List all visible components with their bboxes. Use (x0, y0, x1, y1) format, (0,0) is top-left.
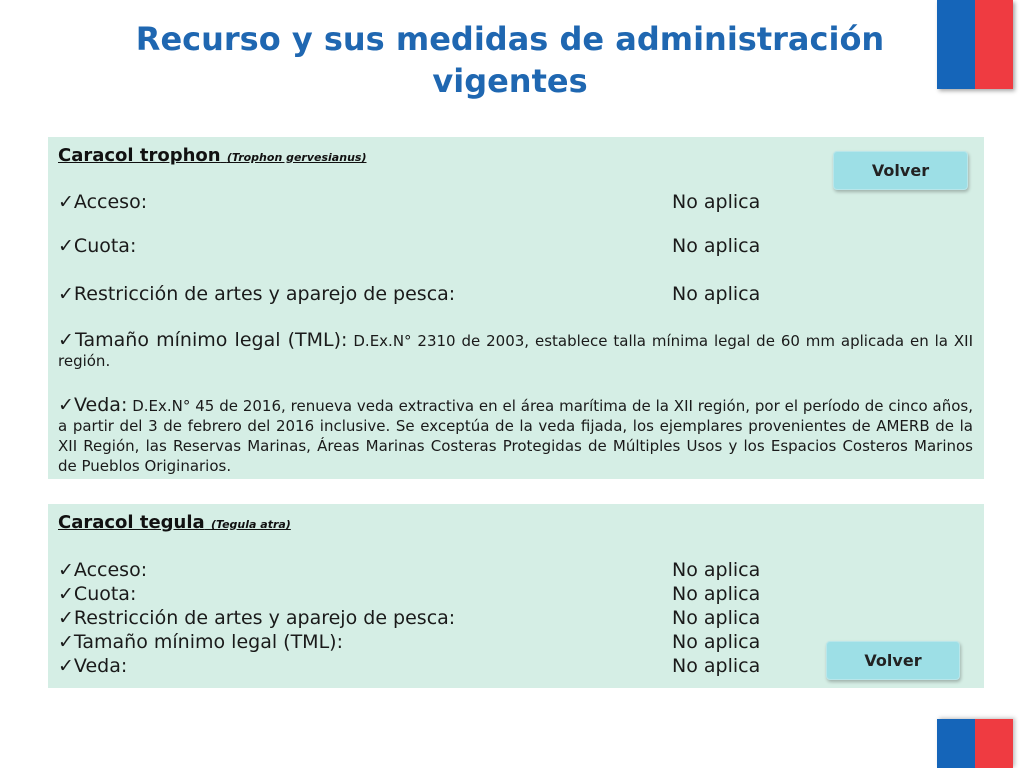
species-scientific-name: (Trophon gervesianus) (226, 151, 367, 164)
measure-row-cuota (58, 582, 760, 606)
flag-blue-stripe (937, 0, 975, 89)
measure-label: Restricción de artes y aparejo de pesca: (73, 607, 456, 629)
flag-logo-top (937, 0, 1013, 89)
species-scientific-name: (Tegula atra) (210, 518, 291, 531)
flag-logo-bottom (937, 719, 1013, 768)
measure-value: No aplica (672, 655, 761, 677)
volver-button[interactable]: Volver (826, 641, 960, 680)
measure-label: Acceso: (73, 559, 148, 581)
check-icon: ✓ (58, 283, 74, 305)
measure-label: Cuota: (73, 583, 137, 605)
measure-label: Acceso: (73, 191, 148, 213)
measure-label: Veda: (73, 655, 128, 677)
measure-value: No aplica (672, 235, 761, 257)
slide-title-line2: vigentes (432, 62, 588, 100)
measure-label: Restricción de artes y aparejo de pesca: (73, 283, 456, 305)
measure-row-restriccion (58, 606, 760, 630)
flag-red-stripe (975, 719, 1013, 768)
check-icon: ✓ (58, 655, 74, 677)
flag-blue-stripe (937, 719, 975, 768)
species-heading (58, 512, 974, 536)
check-icon: ✓ (58, 631, 74, 653)
measure-value: No aplica (672, 583, 761, 605)
measure-row-veda (58, 654, 760, 678)
measure-tml-paragraph (58, 330, 973, 371)
slide-title (60, 18, 960, 102)
check-icon: ✓ (58, 191, 74, 213)
measure-row-acceso (58, 558, 760, 582)
flag-red-stripe (975, 0, 1013, 89)
slide-title-line1: Recurso y sus medidas de administración (135, 20, 885, 58)
measure-row-restriccion (58, 282, 760, 306)
check-icon: ✓ (58, 235, 74, 257)
measure-row-cuota (58, 234, 760, 258)
volver-button[interactable]: Volver (833, 151, 968, 190)
measure-value: No aplica (672, 559, 761, 581)
measure-label: Veda: (74, 394, 128, 416)
measure-row-acceso (58, 190, 760, 214)
species-common-name: Caracol tegula (58, 512, 205, 533)
check-icon: ✓ (58, 607, 74, 629)
measure-label: Tamaño mínimo legal (TML): (73, 631, 343, 653)
species-common-name: Caracol trophon (58, 145, 221, 166)
check-icon: ✓ (58, 559, 74, 581)
measure-text: D.Ex.N° 45 de 2016, renueva veda extractiva en el área marítima de la XII región, por el período de cinco años, a partir del 3 de febrero del 2016 inclusive. Se exceptúa de la veda fijada, los ejemplares provenientes de AMERB de la XII Región, las Reservas Marinas, Áreas Marinas Costeras Protegidas de Múltiples Usos y los Espacios Costeros Marinos de Pueblos Originarios. (58, 397, 973, 475)
measure-value: No aplica (672, 607, 761, 629)
measure-veda-paragraph (58, 395, 973, 476)
measure-value: No aplica (672, 631, 761, 653)
check-icon: ✓ (58, 329, 76, 351)
check-icon: ✓ (58, 583, 74, 605)
measure-label: Tamaño mínimo legal (TML): (75, 329, 348, 351)
measure-text: D.Ex.N° 2310 de 2003, establece talla mínima legal de 60 mm aplicada en la XII región. (58, 332, 974, 370)
measure-value: No aplica (672, 191, 761, 213)
measure-row-tml (58, 630, 760, 654)
measure-label: Cuota: (73, 235, 137, 257)
measure-value: No aplica (672, 283, 761, 305)
check-icon: ✓ (58, 394, 75, 416)
